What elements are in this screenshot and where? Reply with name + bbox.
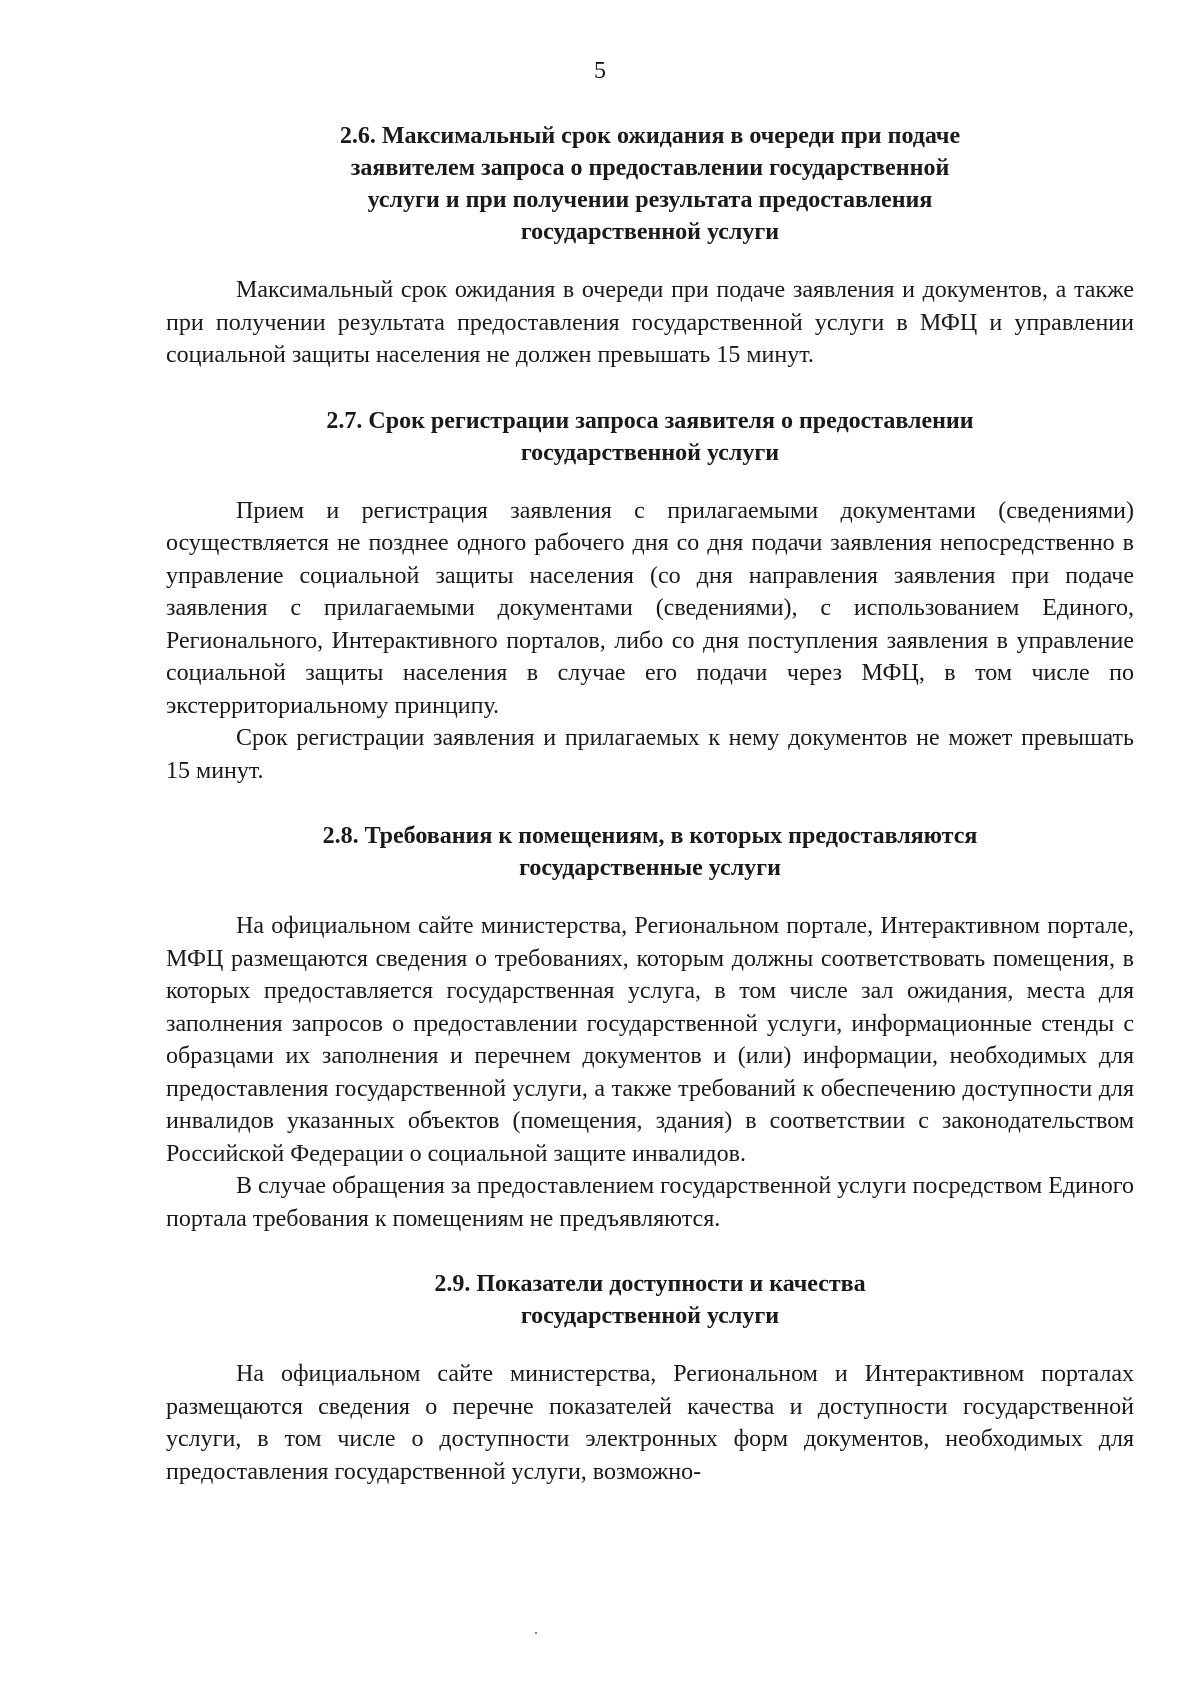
- heading-line: государственной услуги: [520, 1303, 780, 1329]
- section-heading: [166, 820, 1134, 884]
- section-heading: [166, 1268, 1134, 1332]
- heading-line: государственной услуги: [520, 439, 780, 466]
- section-heading: [166, 120, 1134, 248]
- section-2-8: [166, 820, 1134, 1235]
- heading-line: государственные услуги: [519, 855, 781, 881]
- document-content: [166, 120, 1134, 1488]
- section-heading: [166, 405, 1134, 469]
- heading-line: услуги и при получении результата предоставления: [367, 187, 933, 213]
- heading-line: 2.6. Максимальный срок ожидания в очереди при подаче: [339, 123, 961, 149]
- heading-line: государственной услуги: [520, 219, 780, 245]
- heading-line: 2.9. Показатели доступности и качества: [434, 1271, 866, 1297]
- paragraph: На официальном сайте министерства, Региональном и Интерактивном порталах размещаются сведения о перечне показателей качества и доступности государственной услуги, в том числе о доступности электронных форм документов, необходимых для предоставления государственной услуги, возможно-: [166, 1361, 1134, 1485]
- section-2-6: [166, 120, 1134, 372]
- section-2-9: [166, 1268, 1134, 1488]
- scan-speck: [535, 1632, 537, 1634]
- paragraph: Прием и регистрация заявления с прилагаемыми документами (сведениями) осуществляется не позднее одного рабочего дня со дня подачи заявления непосредственно в управление социальной защиты населения (со дня направления заявления при подаче заявления с прилагаемыми документами (сведениями), с использованием Единого, Регионального, Интерактивного порталов, либо со дня поступления заявления в управление социальной защиты населения в случае его подачи через МФЦ, в том числе по экстерриториальному принципу.: [166, 497, 1134, 719]
- section-2-7: [166, 405, 1134, 788]
- paragraph: На официальном сайте министерства, Региональном портале, Интерактивном портале, МФЦ размещаются сведения о требованиях, которым должны соответствовать помещения, в которых предоставляется государственная услуга, в том числе зал ожидания, места для заполнения запросов о предоставлении государственной услуги, информационные стенды с образцами их заполнения и перечнем документов и (или) информации, необходимых для предоставления государственной услуги, а также требований к обеспечению доступности для инвалидов указанных объектов (помещения, здания) в соответствии с законодательством Российской Федерации о социальной защите инвалидов.: [166, 913, 1134, 1167]
- paragraph: Срок регистрации заявления и прилагаемых к нему документов не может превышать 15 минут.: [166, 725, 1134, 784]
- page-number: 5: [594, 58, 606, 84]
- paragraph: В случае обращения за предоставлением государственной услуги посредством Единого портала требования к помещениям не предъявляются.: [166, 1173, 1134, 1232]
- heading-line: заявителем запроса о предоставлении государственной: [350, 155, 950, 181]
- heading-line: 2.8. Требования к помещениям, в которых предоставляются: [322, 823, 978, 849]
- paragraph: Максимальный срок ожидания в очереди при подаче заявления и документов, а также при получении результата предоставления государственной услуги в МФЦ и управлении социальной защиты населения не должен превышать 15 минут.: [166, 277, 1134, 368]
- heading-line: 2.7. Срок регистрации запроса заявителя о предоставлении: [326, 407, 974, 434]
